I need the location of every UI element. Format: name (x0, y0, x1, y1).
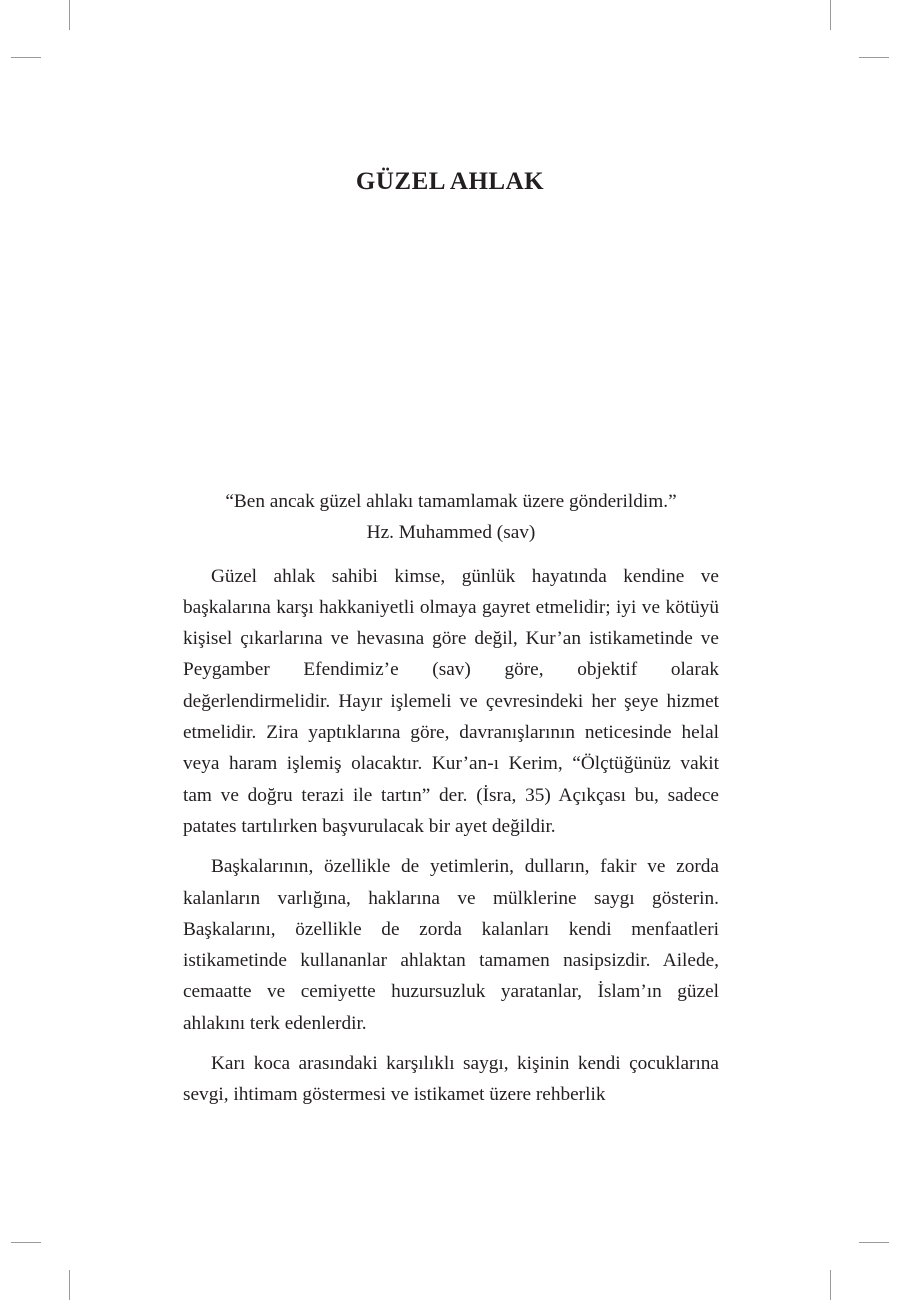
crop-mark-right-top (859, 57, 889, 58)
crop-mark-top-right (830, 0, 831, 30)
paragraph: Başkalarının, özellikle de yetimlerin, dulların, fakir ve zorda kalanların varlığına, haklarına ve mülklerine saygı gösterin. Başkalarını, özellikle de zorda kalanları kendi menfaatleri istikametinde kullananlar ahlaktan tamamen nasipsizdir. Ailede, cemaatte ve cemiyette huzursuzluk yaratanlar, İslam’ın güzel ahlakını terk edenlerdir. (183, 856, 719, 1034)
paragraph: Karı koca arasındaki karşılıklı saygı, kişinin kendi çocuklarına sevgi, ihtimam göstermesi ve istikamet üzere rehberlik (183, 1053, 719, 1106)
crop-mark-left-top (11, 57, 41, 58)
crop-mark-left-bottom (11, 1242, 41, 1243)
chapter-body (183, 486, 719, 1111)
epigraph-quote: “Ben ancak güzel ahlakı tamamlamak üzere gönderildim.” (225, 491, 677, 512)
chapter-title: GÜZEL AHLAK (355, 168, 545, 195)
epigraph-attribution: Hz. Muhammed (sav) (366, 522, 536, 544)
crop-mark-top-left (69, 0, 70, 30)
crop-mark-bottom-right (830, 1270, 831, 1300)
crop-mark-right-bottom (859, 1242, 889, 1243)
paragraph: Güzel ahlak sahibi kimse, günlük hayatında kendine ve başkalarına karşı hakkaniyetli olmaya gayret etmelidir; iyi ve kötüyü kişisel çıkarlarına ve hevasına göre değil, Kur’an istikametinde ve Peygamber Efendimiz’e (sav) göre, objektif olarak değerlendirmelidir. Hayır işlemeli ve çevresindeki her şeye hizmet etmelidir. Zira yaptıklarına göre, davranışlarının neticesinde helal veya haram işlemiş olacaktır. Kur’an-ı Kerim, “Ölçtüğünüz vakit tam ve doğru terazi ile tartın” der. (İsra, 35) Açıkçası bu, sadece patates tartılırken başvurulacak bir ayet değildir. (183, 565, 719, 837)
crop-mark-bottom-left (69, 1270, 70, 1300)
